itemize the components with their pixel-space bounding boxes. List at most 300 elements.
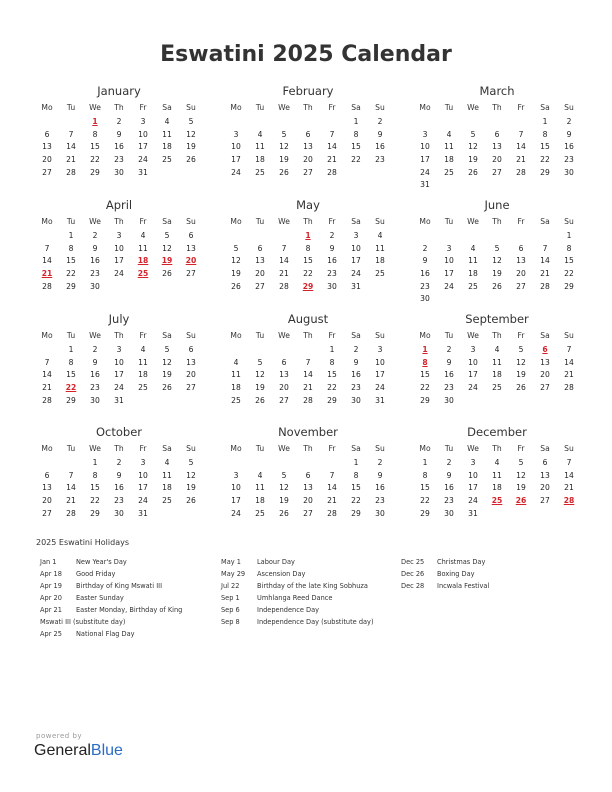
day-cell: 20 [303, 155, 313, 165]
day-cell: 23 [375, 155, 385, 165]
day-cell: 8 [422, 470, 428, 480]
holiday-name: Umhlanga Reed Dance [257, 594, 333, 602]
day-cell: 7 [329, 129, 335, 139]
holiday-row [401, 580, 489, 592]
day-cell: 1 [542, 117, 548, 126]
day-cell: 20 [42, 155, 52, 165]
day-cell: 24 [114, 269, 124, 279]
day-cell: 20 [540, 370, 550, 380]
day-cell: 15 [327, 370, 337, 380]
empty-cell [296, 344, 320, 357]
day-cell: 25 [375, 269, 385, 279]
holiday-name: National Flag Day [76, 630, 135, 638]
page-title: Eswatini 2025 Calendar [160, 42, 452, 67]
day-cell: 2 [116, 458, 122, 467]
day-cell: 6 [542, 458, 548, 467]
weekday-label: Sa [162, 331, 172, 340]
day-cell: 29 [66, 281, 76, 291]
day-cell: 11 [255, 483, 265, 493]
day-cell: 17 [138, 483, 148, 493]
day-cell: 2 [377, 458, 383, 467]
weekday-label: Tu [66, 217, 76, 226]
day-cell: 15 [351, 142, 361, 152]
day-cell: 24 [420, 167, 430, 177]
day-cell: 20 [540, 483, 550, 493]
weekday-label: Th [492, 444, 502, 453]
day-cell: 31 [138, 508, 148, 518]
holiday-row [401, 556, 489, 568]
day-cell: 14 [303, 370, 313, 380]
day-cell: 7 [44, 243, 50, 253]
empty-cell [485, 230, 509, 243]
holiday-name: Good Friday [76, 570, 116, 578]
day-cell: 27 [186, 383, 196, 393]
weekday-label: Th [303, 103, 313, 112]
weekday-label: Sa [351, 331, 361, 340]
holiday-date: Sep 6 [221, 606, 240, 614]
day-cell: 15 [564, 256, 574, 266]
day-cell: 5 [257, 357, 263, 367]
day-grid [35, 116, 203, 179]
day-cell: 16 [90, 256, 100, 266]
day-grid [224, 230, 392, 293]
empty-cell [35, 457, 59, 470]
day-cell: 7 [68, 129, 74, 139]
day-cell: 12 [255, 370, 265, 380]
day-cell: 27 [42, 167, 52, 177]
day-cell: 10 [351, 243, 361, 253]
day-cell: 12 [279, 483, 289, 493]
empty-cell [461, 230, 485, 243]
day-cell: 27 [303, 167, 313, 177]
day-cell: 29 [351, 508, 361, 518]
day-cell: 10 [444, 256, 454, 266]
day-grid [35, 230, 203, 293]
day-cell: 13 [516, 256, 526, 266]
day-cell: 12 [516, 357, 526, 367]
day-cell: 19 [186, 483, 196, 493]
weekday-label: Sa [540, 103, 550, 112]
day-cell: 11 [231, 370, 241, 380]
weekday-label: We [278, 217, 290, 226]
logo-text-general: General [34, 742, 91, 759]
day-cell: 31 [114, 395, 124, 405]
month-name: June [484, 198, 510, 212]
holiday-column [221, 556, 374, 628]
weekday-label: Mo [230, 331, 242, 340]
day-cell: 17 [375, 370, 385, 380]
day-cell: 14 [42, 256, 52, 266]
empty-cell [224, 230, 248, 243]
day-cell: 22 [90, 496, 100, 506]
empty-cell [224, 457, 248, 470]
weekday-label: Mo [41, 331, 53, 340]
day-cell: 2 [566, 117, 572, 126]
day-cell: 20 [516, 269, 526, 279]
day-cell: 8 [68, 357, 74, 367]
holiday-name: Independence Day (substitute day) [257, 618, 374, 626]
day-cell: 10 [468, 470, 478, 480]
holiday-day: 1 [305, 231, 311, 240]
day-cell: 17 [138, 142, 148, 152]
weekday-label: Th [303, 331, 313, 340]
day-cell: 13 [303, 142, 313, 152]
holiday-day: 21 [41, 269, 53, 279]
weekday-header [413, 329, 581, 343]
day-cell: 14 [66, 142, 76, 152]
holiday-row [40, 628, 182, 640]
day-grid [224, 344, 392, 407]
day-cell: 15 [90, 142, 100, 152]
day-cell: 14 [327, 483, 337, 493]
day-cell: 13 [492, 142, 502, 152]
day-cell: 20 [186, 370, 196, 380]
day-cell: 2 [92, 231, 98, 240]
day-cell: 23 [114, 496, 124, 506]
day-cell: 9 [377, 470, 383, 480]
day-cell: 27 [186, 269, 196, 279]
weekday-label: We [89, 444, 101, 453]
day-cell: 26 [186, 496, 196, 506]
weekday-label: Sa [351, 444, 361, 453]
empty-cell [272, 344, 296, 357]
day-cell: 29 [540, 167, 550, 177]
day-cell: 9 [446, 470, 452, 480]
day-cell: 25 [468, 281, 478, 291]
day-cell: 3 [233, 129, 239, 139]
day-cell: 6 [281, 357, 287, 367]
holiday-date: May 29 [221, 570, 246, 578]
day-cell: 7 [44, 357, 50, 367]
day-cell: 1 [566, 231, 572, 240]
day-cell: 14 [540, 256, 550, 266]
weekday-label: Su [186, 103, 196, 112]
day-cell: 16 [351, 370, 361, 380]
holiday-name: Christmas Day [437, 558, 486, 566]
holidays-title: 2025 Eswatini Holidays [36, 538, 130, 547]
day-cell: 14 [66, 483, 76, 493]
month-november [224, 424, 392, 520]
month-name: July [108, 312, 130, 326]
day-cell: 7 [68, 470, 74, 480]
empty-cell [296, 116, 320, 129]
day-cell: 23 [444, 496, 454, 506]
day-cell: 19 [231, 269, 241, 279]
holiday-date: Jul 22 [221, 582, 240, 590]
day-cell: 30 [114, 508, 124, 518]
month-name: August [287, 312, 329, 326]
empty-cell [413, 230, 437, 243]
day-cell: 13 [42, 142, 52, 152]
day-cell: 22 [351, 496, 361, 506]
weekday-label: Sa [351, 103, 361, 112]
day-cell: 7 [305, 357, 311, 367]
day-cell: 21 [66, 155, 76, 165]
day-cell: 23 [90, 269, 100, 279]
day-cell: 7 [281, 243, 287, 253]
day-cell: 9 [116, 470, 122, 480]
weekday-label: Th [492, 331, 502, 340]
empty-cell [413, 116, 437, 129]
day-cell: 2 [353, 345, 359, 354]
weekday-label: Fr [139, 103, 147, 112]
weekday-label: Fr [139, 444, 147, 453]
day-cell: 28 [42, 281, 52, 291]
day-cell: 1 [92, 458, 98, 467]
day-cell: 8 [353, 129, 359, 139]
weekday-label: We [278, 444, 290, 453]
day-cell: 18 [138, 370, 148, 380]
day-cell: 24 [375, 383, 385, 393]
day-cell: 25 [492, 383, 502, 393]
day-cell: 13 [186, 243, 196, 253]
day-cell: 30 [444, 395, 454, 405]
month-name: November [278, 425, 338, 439]
weekday-label: Sa [540, 217, 550, 226]
month-name: March [479, 84, 515, 98]
empty-cell [35, 344, 59, 357]
day-cell: 18 [255, 155, 265, 165]
holiday-name: Independence Day [257, 606, 320, 614]
day-cell: 12 [516, 470, 526, 480]
holiday-name: Ascension Day [257, 570, 306, 578]
day-cell: 13 [279, 370, 289, 380]
weekday-label: We [278, 331, 290, 340]
day-cell: 20 [279, 383, 289, 393]
weekday-label: Th [114, 444, 124, 453]
day-cell: 8 [305, 243, 311, 253]
weekday-label: Tu [255, 217, 265, 226]
weekday-label: Sa [351, 217, 361, 226]
day-cell: 18 [468, 269, 478, 279]
day-cell: 12 [279, 142, 289, 152]
day-cell: 31 [351, 281, 361, 291]
holiday-day: 18 [137, 256, 149, 266]
day-cell: 4 [494, 345, 500, 354]
day-cell: 28 [564, 383, 574, 393]
day-cell: 4 [257, 470, 263, 480]
empty-cell [224, 344, 248, 357]
weekday-label: Su [375, 103, 385, 112]
day-cell: 27 [303, 508, 313, 518]
day-cell: 17 [444, 269, 454, 279]
day-cell: 9 [116, 129, 122, 139]
empty-cell [320, 457, 344, 470]
month-december [413, 424, 581, 520]
weekday-header [413, 442, 581, 456]
day-cell: 2 [116, 117, 122, 126]
day-cell: 5 [188, 458, 194, 467]
day-cell: 10 [468, 357, 478, 367]
holiday-row [40, 604, 182, 616]
day-cell: 1 [329, 345, 335, 354]
weekday-label: Mo [41, 103, 53, 112]
holiday-day: 20 [185, 256, 197, 266]
day-cell: 25 [255, 167, 265, 177]
day-cell: 20 [492, 155, 502, 165]
day-cell: 1 [68, 231, 74, 240]
empty-cell [296, 457, 320, 470]
holiday-row [221, 568, 374, 580]
day-cell: 23 [420, 281, 430, 291]
day-cell: 9 [566, 129, 572, 139]
month-name: October [95, 425, 143, 439]
day-cell: 13 [303, 483, 313, 493]
day-cell: 27 [279, 395, 289, 405]
weekday-label: Mo [41, 217, 53, 226]
holiday-date: Apr 18 [40, 570, 62, 578]
day-cell: 20 [303, 496, 313, 506]
holiday-row [40, 616, 182, 628]
day-grid [413, 344, 581, 407]
weekday-label: Tu [255, 331, 265, 340]
day-cell: 12 [492, 256, 502, 266]
day-cell: 11 [162, 129, 172, 139]
weekday-label: We [467, 331, 479, 340]
holiday-date: Apr 25 [40, 630, 62, 638]
day-cell: 12 [186, 129, 196, 139]
day-cell: 26 [279, 508, 289, 518]
day-cell: 17 [231, 155, 241, 165]
day-cell: 8 [566, 243, 572, 253]
weekday-label: Fr [328, 444, 336, 453]
day-cell: 20 [255, 269, 265, 279]
day-cell: 5 [164, 231, 170, 240]
day-cell: 19 [516, 370, 526, 380]
day-cell: 27 [255, 281, 265, 291]
day-cell: 10 [231, 142, 241, 152]
day-cell: 6 [494, 129, 500, 139]
day-cell: 19 [186, 142, 196, 152]
day-cell: 30 [114, 167, 124, 177]
month-october [35, 424, 203, 520]
day-cell: 19 [279, 496, 289, 506]
weekday-label: Sa [162, 103, 172, 112]
day-cell: 23 [444, 383, 454, 393]
day-cell: 23 [327, 269, 337, 279]
day-cell: 22 [303, 269, 313, 279]
day-cell: 19 [516, 483, 526, 493]
day-cell: 5 [281, 129, 287, 139]
day-cell: 8 [353, 470, 359, 480]
day-cell: 28 [279, 281, 289, 291]
day-cell: 23 [375, 496, 385, 506]
day-cell: 3 [470, 345, 476, 354]
day-cell: 26 [279, 167, 289, 177]
day-cell: 6 [44, 470, 50, 480]
day-cell: 16 [444, 370, 454, 380]
weekday-header [224, 329, 392, 343]
day-cell: 21 [564, 483, 574, 493]
weekday-header [224, 101, 392, 115]
day-cell: 6 [257, 243, 263, 253]
day-cell: 29 [90, 508, 100, 518]
weekday-label: Tu [255, 444, 265, 453]
weekday-label: Fr [139, 331, 147, 340]
weekday-label: Fr [139, 217, 147, 226]
weekday-label: Mo [419, 103, 431, 112]
day-cell: 4 [164, 458, 170, 467]
day-cell: 9 [446, 357, 452, 367]
day-cell: 18 [162, 483, 172, 493]
weekday-label: Tu [444, 444, 454, 453]
day-cell: 27 [540, 496, 550, 506]
day-cell: 25 [162, 496, 172, 506]
holiday-row [40, 556, 182, 568]
holiday-date: Dec 26 [401, 570, 425, 578]
day-cell: 12 [468, 142, 478, 152]
day-cell: 22 [420, 383, 430, 393]
weekday-label: We [89, 331, 101, 340]
day-cell: 24 [138, 155, 148, 165]
day-cell: 10 [114, 357, 124, 367]
day-cell: 2 [446, 345, 452, 354]
empty-cell [248, 344, 272, 357]
weekday-label: Su [186, 217, 196, 226]
holiday-day: 6 [542, 345, 548, 354]
weekday-label: Fr [328, 217, 336, 226]
day-cell: 3 [377, 345, 383, 354]
day-cell: 3 [140, 117, 146, 126]
day-cell: 16 [114, 483, 124, 493]
day-cell: 11 [255, 142, 265, 152]
day-cell: 26 [516, 383, 526, 393]
day-cell: 22 [540, 155, 550, 165]
day-cell: 1 [422, 458, 428, 467]
weekday-label: Sa [162, 444, 172, 453]
month-september [413, 311, 581, 407]
day-cell: 26 [492, 281, 502, 291]
day-cell: 28 [66, 167, 76, 177]
day-cell: 19 [492, 269, 502, 279]
day-cell: 21 [303, 383, 313, 393]
holiday-day: 26 [515, 496, 527, 506]
day-cell: 18 [231, 383, 241, 393]
logo-text-blue: Blue [90, 742, 123, 759]
day-cell: 5 [281, 470, 287, 480]
day-cell: 15 [351, 483, 361, 493]
holiday-row [40, 580, 182, 592]
holiday-name: Birthday of the late King Sobhuza [257, 582, 368, 590]
day-cell: 15 [303, 256, 313, 266]
holiday-date: Sep 1 [221, 594, 240, 602]
day-cell: 17 [351, 256, 361, 266]
day-cell: 10 [138, 129, 148, 139]
day-cell: 17 [114, 370, 124, 380]
day-cell: 30 [90, 395, 100, 405]
weekday-label: Tu [255, 103, 265, 112]
day-cell: 21 [564, 370, 574, 380]
empty-cell [272, 116, 296, 129]
day-cell: 2 [377, 117, 383, 126]
holiday-day: 19 [161, 256, 173, 266]
day-cell: 17 [114, 256, 124, 266]
day-cell: 16 [375, 483, 385, 493]
generalblue-logo[interactable] [34, 742, 123, 760]
holiday-date: Jan 1 [40, 558, 57, 566]
empty-cell [59, 116, 83, 129]
day-cell: 11 [468, 256, 478, 266]
day-cell: 16 [375, 142, 385, 152]
day-cell: 15 [66, 370, 76, 380]
day-grid [35, 457, 203, 520]
weekday-label: Tu [444, 217, 454, 226]
weekday-label: Su [564, 444, 574, 453]
weekday-label: Mo [419, 217, 431, 226]
day-cell: 30 [327, 281, 337, 291]
month-june [413, 197, 581, 306]
day-cell: 21 [42, 383, 52, 393]
